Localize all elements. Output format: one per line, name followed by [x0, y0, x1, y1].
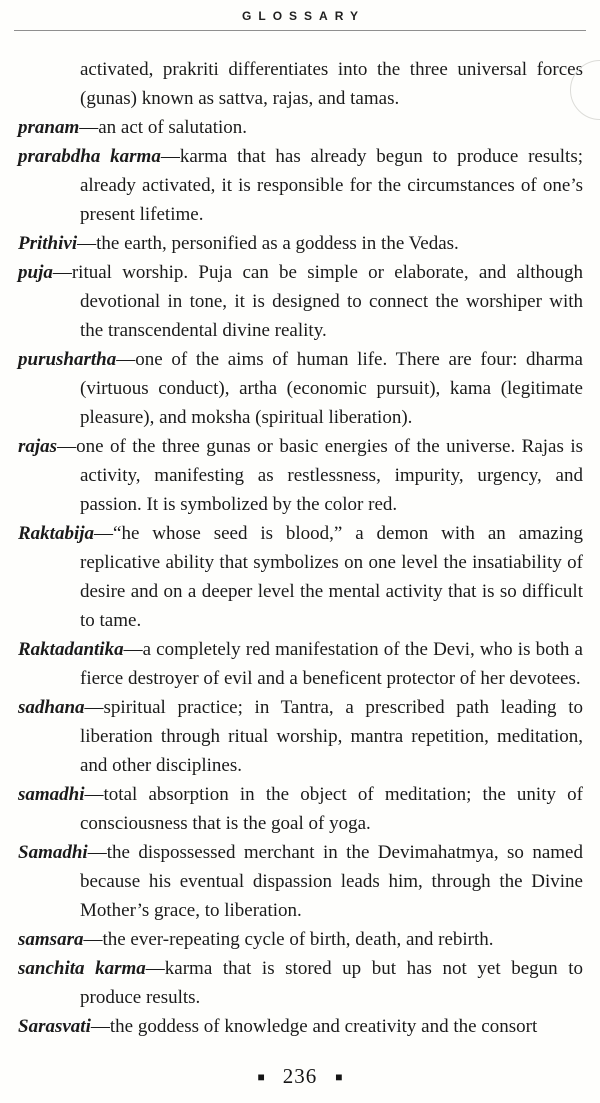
footer-square-left-icon: ■ — [257, 1069, 265, 1084]
glossary-entry — [18, 432, 583, 519]
em-dash: — — [145, 958, 165, 979]
glossary-entry — [18, 780, 583, 838]
entry-term: rajas — [18, 436, 58, 457]
continuation-text: activated, prakriti differentiates into the three universal forces (gunas) known as sattva, rajas, and tamas. — [80, 59, 583, 109]
entry-definition: the ever-repeating cycle of birth, death, and rebirth. — [102, 929, 494, 950]
entry-definition: spiritual practice; in Tantra, a prescribed path leading to liberation through ritual worship, mantra repetition, meditation, and other disciplines. — [80, 697, 583, 776]
em-dash: — — [52, 262, 72, 283]
em-dash: — — [90, 1016, 110, 1037]
entry-term: prarabdha karma — [18, 146, 161, 167]
glossary-entry — [18, 113, 583, 142]
em-dash: — — [79, 117, 99, 138]
entry-definition: ritual worship. Puja can be simple or elaborate, and although devotional in tone, it is designed to connect the worshiper with the transcendental divine reality. — [71, 262, 583, 341]
entry-term: Prithivi — [18, 233, 78, 254]
entry-definition: one of the three gunas or basic energies of the universe. Rajas is activity, manifesting as restlessness, impurity, urgency, and passion. It is symbolized by the color red. — [76, 436, 583, 515]
glossary-entry — [18, 838, 583, 925]
header-rule — [14, 30, 586, 31]
entry-term: pranam — [18, 117, 80, 138]
em-dash: — — [77, 233, 97, 254]
em-dash: — — [57, 436, 77, 457]
em-dash: — — [116, 349, 136, 370]
entry-definition: one of the aims of human life. There are four: dharma (virtuous conduct), artha (economic pursuit), kama (legitimate pleasure), and moksha (spiritual liberation). — [80, 349, 583, 428]
entry-term: samadhi — [18, 784, 85, 805]
entry-definition: the goddess of knowledge and creativity and the consort — [109, 1016, 538, 1037]
entry-definition: karma that has already begun to produce results; already activated, it is responsible for the circumstances of one’s present lifetime. — [80, 146, 583, 225]
entry-term: Samadhi — [18, 842, 88, 863]
em-dash: — — [123, 639, 143, 660]
entry-definition: an act of salutation. — [98, 117, 248, 138]
entry-definition: the dispossessed merchant in the Devimahatmya, so named because his eventual dispassion leads him, through the Divine Mother’s grace, to liberation. — [80, 842, 583, 921]
page-footer — [0, 1064, 600, 1089]
entry-term: Raktadantika — [18, 639, 124, 660]
glossary-entry — [18, 925, 583, 954]
entry-term: Sarasvati — [18, 1016, 91, 1037]
entry-term: samsara — [18, 929, 84, 950]
em-dash: — — [84, 784, 104, 805]
entry-term: puja — [18, 262, 53, 283]
glossary-entry — [18, 229, 583, 258]
glossary-text-block — [18, 55, 583, 1041]
em-dash: — — [83, 929, 103, 950]
glossary-entry — [18, 258, 583, 345]
entry-term: Raktabija — [18, 523, 95, 544]
glossary-entry — [18, 954, 583, 1012]
em-dash: — — [87, 842, 107, 863]
entry-definition: the earth, personified as a goddess in the Vedas. — [96, 233, 459, 254]
entry-definition: “he whose seed is blood,” a demon with an amazing replicative ability that symbolizes on one level the insatiability of desire and on a deeper level the mental activity that is so difficult to tame. — [80, 523, 583, 631]
entry-definition: a completely red manifestation of the Devi, who is both a fierce destroyer of evil and a beneficent protector of her devotees. — [80, 639, 583, 689]
glossary-entry — [18, 635, 583, 693]
entry-term: sadhana — [18, 697, 85, 718]
em-dash: — — [84, 697, 104, 718]
glossary-entry — [18, 519, 583, 635]
em-dash: — — [94, 523, 114, 544]
glossary-entry — [18, 142, 583, 229]
glossary-entry — [18, 345, 583, 432]
glossary-continuation-paragraph — [18, 55, 583, 113]
entry-term: sanchita karma — [18, 958, 146, 979]
running-head-title: GLOSSARY — [242, 9, 365, 23]
entry-definition: total absorption in the object of meditation; the unity of consciousness that is the goal of yoga. — [80, 784, 583, 834]
footer-square-right-icon: ■ — [335, 1069, 343, 1084]
glossary-entry — [18, 693, 583, 780]
entry-definition: karma that is stored up but has not yet begun to produce results. — [80, 958, 583, 1008]
entry-term: purushartha — [18, 349, 117, 370]
page-number: 236 — [282, 1064, 318, 1088]
em-dash: — — [160, 146, 180, 167]
glossary-entry — [18, 1012, 583, 1041]
